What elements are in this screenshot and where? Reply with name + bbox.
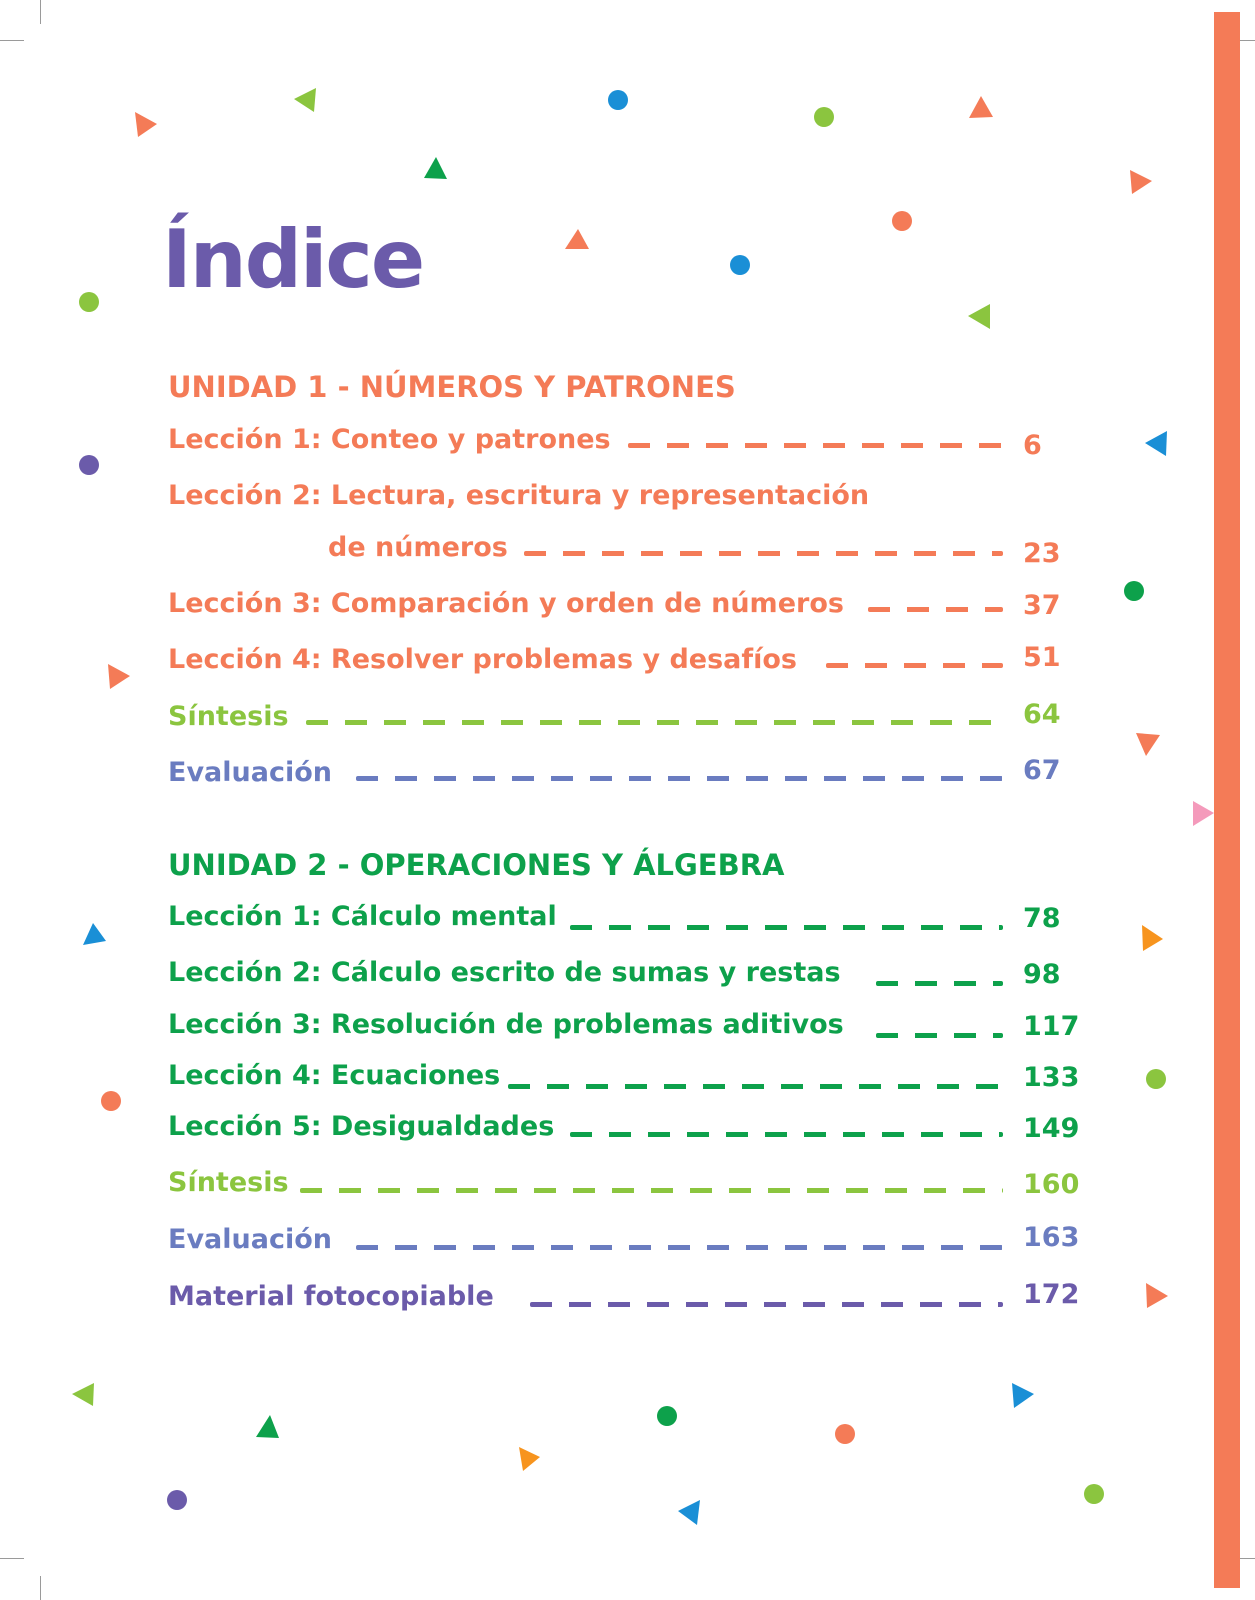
toc-page-number: 67 — [1023, 755, 1061, 786]
confetti-triangle — [1142, 925, 1163, 951]
confetti-dot — [167, 1490, 187, 1510]
toc-entry[interactable] — [168, 753, 1080, 797]
toc-page-number: 64 — [1023, 699, 1061, 730]
dotted-leader — [306, 720, 1003, 725]
toc-entry[interactable] — [168, 420, 1080, 464]
toc-entry-label: Lección 3: Comparación y orden de números — [168, 588, 844, 619]
toc-entry-label: Lección 1: Conteo y patrones — [168, 424, 611, 455]
confetti-triangle — [83, 923, 106, 945]
toc-page-number: 117 — [1023, 1011, 1080, 1042]
toc-entry[interactable] — [168, 1220, 1080, 1264]
toc-entry[interactable] — [168, 1277, 1080, 1321]
toc-entry-label: Evaluación — [168, 1224, 332, 1255]
toc-entry-label: Síntesis — [168, 1167, 289, 1198]
toc-page-number: 149 — [1023, 1113, 1080, 1144]
dotted-leader — [868, 607, 1003, 612]
confetti-dot — [1124, 581, 1144, 601]
confetti-triangle — [256, 1415, 279, 1438]
confetti-triangle — [294, 88, 316, 112]
toc-entry-label: Evaluación — [168, 757, 332, 788]
dotted-leader — [356, 1245, 1003, 1250]
confetti-dot — [657, 1406, 677, 1426]
confetti-dot — [79, 292, 99, 312]
confetti-dot — [79, 455, 99, 475]
toc-page-number: 6 — [1023, 430, 1042, 461]
confetti-triangle — [1012, 1383, 1034, 1408]
toc-entry[interactable] — [168, 1163, 1080, 1207]
confetti-dot — [892, 211, 912, 231]
dotted-leader — [356, 776, 1003, 781]
confetti-dot — [730, 255, 750, 275]
confetti-dot — [1146, 1069, 1166, 1089]
unit-1-title: UNIDAD 1 - NÚMEROS Y PATRONES — [168, 370, 736, 404]
toc-entry-label: Lección 4: Ecuaciones — [168, 1060, 501, 1091]
toc-entry[interactable] — [168, 1107, 1080, 1151]
dotted-leader — [876, 981, 1003, 986]
toc-entry[interactable] — [168, 897, 1080, 941]
confetti-triangle — [1145, 431, 1167, 456]
toc-page-number: 23 — [1023, 538, 1061, 569]
toc-page-number: 163 — [1023, 1222, 1080, 1253]
toc-page-number: 172 — [1023, 1279, 1080, 1310]
toc-page-number: 78 — [1023, 903, 1061, 934]
toc-entry[interactable] — [168, 697, 1080, 741]
toc-entry[interactable] — [168, 1056, 1080, 1100]
confetti-triangle — [108, 664, 130, 689]
toc-page-number: 51 — [1023, 642, 1061, 673]
toc-entry-label-continued: de números — [328, 532, 508, 563]
confetti-triangle — [1193, 801, 1214, 826]
toc-entry[interactable] — [168, 584, 1080, 628]
dotted-leader — [570, 925, 1003, 930]
confetti-triangle — [1136, 733, 1160, 756]
dotted-leader — [628, 443, 1003, 448]
toc-entry-label: Material fotocopiable — [168, 1281, 494, 1312]
toc-entry[interactable] — [168, 1005, 1080, 1049]
confetti-triangle — [565, 229, 589, 249]
toc-entry-label: Lección 4: Resolver problemas y desafíos — [168, 644, 798, 675]
page-title: Índice — [162, 213, 424, 306]
confetti-triangle — [135, 112, 157, 137]
confetti-triangle — [424, 157, 447, 179]
confetti-dot — [814, 107, 834, 127]
toc-entry-label: Lección 5: Desigualdades — [168, 1111, 555, 1142]
confetti-dot — [101, 1091, 121, 1111]
toc-entry-label: Lección 2: Lectura, escritura y representación — [168, 480, 870, 511]
toc-entry-label: Lección 3: Resolución de problemas aditivos — [168, 1009, 844, 1040]
confetti-triangle — [968, 304, 990, 329]
toc-page-number: 160 — [1023, 1169, 1080, 1200]
dotted-leader — [300, 1188, 1003, 1193]
toc-page-number: 98 — [1023, 959, 1061, 990]
confetti-triangle — [519, 1447, 540, 1471]
dotted-leader — [570, 1132, 1003, 1137]
confetti-dot — [608, 90, 628, 110]
confetti-triangle — [1130, 170, 1152, 194]
confetti-triangle — [678, 1500, 700, 1525]
confetti-dot — [835, 1424, 855, 1444]
confetti-triangle — [1146, 1283, 1168, 1308]
toc-entry[interactable] — [168, 476, 1080, 576]
dotted-leader — [508, 1084, 1003, 1089]
toc-entry[interactable] — [168, 953, 1080, 997]
confetti-dot — [1084, 1484, 1104, 1504]
dotted-leader — [530, 1302, 1003, 1307]
toc-entry-label: Lección 2: Cálculo escrito de sumas y restas — [168, 957, 841, 988]
toc-entry[interactable] — [168, 640, 1080, 684]
toc-entry-label: Lección 1: Cálculo mental — [168, 901, 557, 932]
toc-page-number: 133 — [1023, 1062, 1080, 1093]
dotted-leader — [524, 551, 1003, 556]
confetti-triangle — [969, 96, 993, 118]
confetti-triangle — [72, 1383, 94, 1406]
dotted-leader — [876, 1033, 1003, 1038]
toc-entry-label: Síntesis — [168, 701, 289, 732]
toc-page-number: 37 — [1023, 590, 1061, 621]
dotted-leader — [826, 663, 1003, 668]
unit-2-title: UNIDAD 2 - OPERACIONES Y ÁLGEBRA — [168, 848, 785, 882]
